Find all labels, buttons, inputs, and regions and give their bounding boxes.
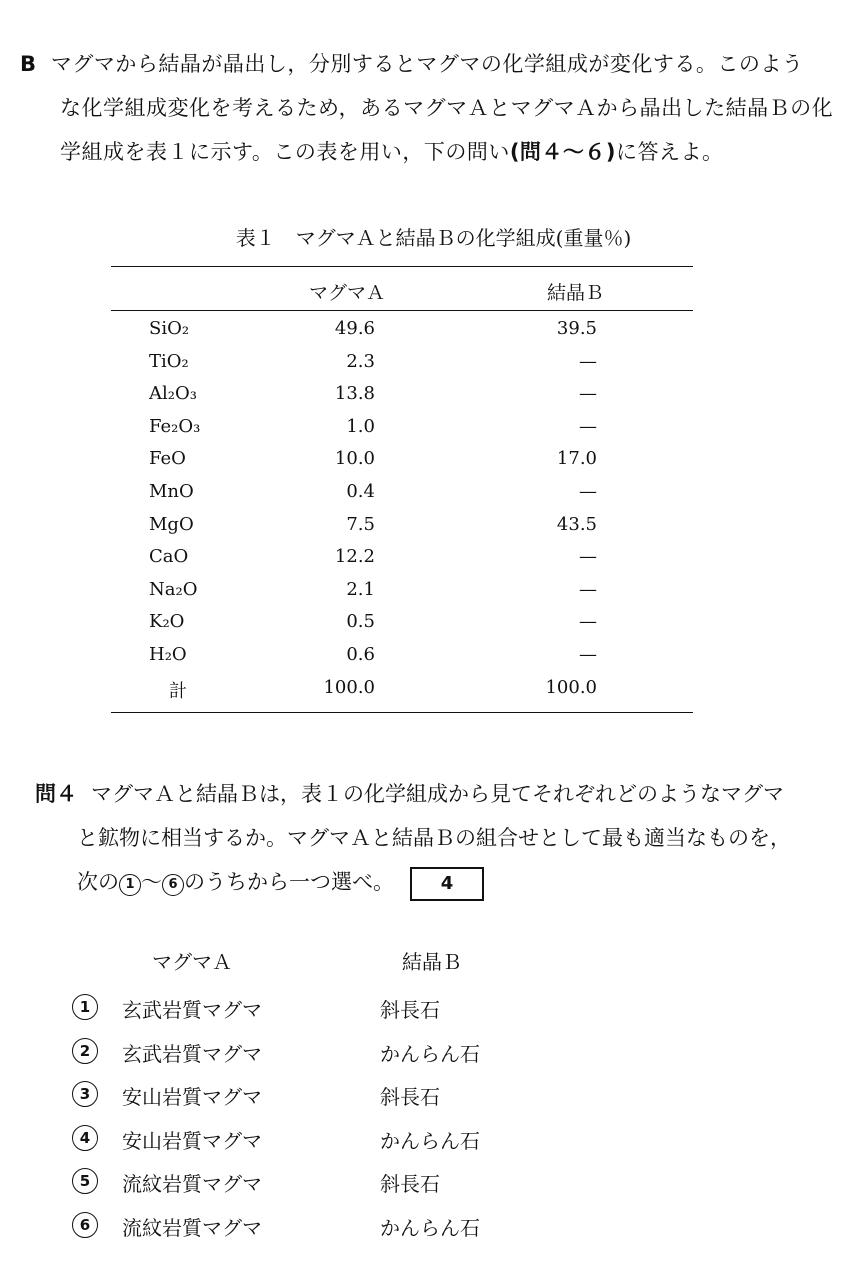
table-row (111, 351, 693, 383)
table-row (111, 514, 693, 546)
choices-header (72, 946, 672, 982)
crystal-b-value: — (579, 546, 597, 568)
table-row (111, 579, 693, 611)
choice-magma: 安山岩質マグマ (122, 1128, 262, 1153)
range-end-circle: 6 (162, 874, 184, 896)
question-4 (35, 772, 835, 904)
table-row (111, 318, 693, 350)
choice-option-4[interactable] (72, 1125, 672, 1165)
choice-magma: 流紋岩質マグマ (122, 1172, 262, 1196)
oxide-name: MnO (149, 481, 194, 502)
question-text-3b: のうちから一つ選べ。 (184, 870, 394, 894)
magma-a-value: 0.4 (346, 481, 375, 502)
magma-a-value: 2.1 (346, 578, 375, 600)
intro-text-3b: に答えよ。 (616, 140, 724, 164)
choice-magma: 流紋岩質マグマ (122, 1215, 262, 1240)
crystal-b-value: — (579, 611, 597, 633)
choice-crystal: 斜長石 (380, 1085, 440, 1109)
crystal-b-value: — (579, 350, 597, 372)
table-row (111, 611, 693, 643)
intro-text-1: マグマから結晶が晶出し，分別するとマグマの化学組成が変化する。このよう (50, 52, 804, 76)
question-line-1 (35, 772, 835, 816)
crystal-b-value: — (579, 578, 597, 600)
choice-crystal: かんらん石 (380, 1041, 480, 1066)
oxide-name: Na₂O (149, 578, 198, 600)
magma-a-value: 1.0 (346, 415, 375, 437)
col-header-magma-a: マグマＡ (309, 282, 386, 304)
oxide-name: K₂O (149, 611, 185, 633)
magma-a-value: 49.6 (334, 318, 375, 339)
table-total-row (111, 677, 693, 709)
magma-a-value: 10.0 (334, 448, 375, 470)
question-line-2: と鉱物に相当するか。マグマＡと結晶Ｂの組合せとして最も適当なものを， (77, 826, 791, 850)
oxide-name: MgO (149, 513, 194, 535)
choice-number-circle: 4 (72, 1125, 98, 1151)
table-row (111, 644, 693, 676)
col-header-crystal-b: 結晶Ｂ (547, 282, 605, 304)
question-text-1: マグマＡと結晶Ｂは，表１の化学組成から見てそれぞれどのようなマグマ (91, 782, 784, 806)
choice-option-3[interactable] (72, 1081, 672, 1121)
table-title: マグマＡと結晶Ｂの化学組成(重量％) (295, 226, 632, 250)
crystal-b-value: — (579, 415, 597, 437)
magma-a-value: 7.5 (346, 513, 375, 535)
crystal-b-value: — (579, 383, 597, 405)
total-label: 計 (169, 680, 187, 702)
choice-number-circle: 3 (72, 1081, 98, 1107)
magma-a-value: 13.8 (334, 383, 375, 405)
oxide-name: SiO₂ (149, 318, 190, 339)
choice-magma: 玄武岩質マグマ (122, 1041, 262, 1066)
crystal-b-value: — (579, 481, 597, 502)
crystal-b-value: — (579, 644, 597, 665)
choice-crystal: かんらん石 (380, 1215, 480, 1240)
table-caption (0, 222, 867, 251)
choice-option-2[interactable] (72, 1038, 672, 1078)
oxide-name: FeO (149, 448, 186, 470)
range-sep: ～ (141, 870, 162, 894)
intro-line-2: な化学組成変化を考えるため，あるマグマＡとマグマＡから晶出した結晶Ｂの化 (60, 96, 834, 120)
table-number: 表１ (235, 226, 276, 250)
oxide-name: Fe₂O₃ (149, 415, 201, 437)
answer-box[interactable]: 4 (410, 867, 484, 901)
crystal-b-value: 43.5 (556, 513, 597, 535)
intro-line-3 (20, 130, 820, 174)
magma-a-value: 2.3 (346, 350, 375, 372)
magma-a-total: 100.0 (323, 676, 375, 698)
crystal-b-value: 39.5 (556, 318, 597, 339)
choice-option-6[interactable] (72, 1212, 672, 1252)
oxide-name: H₂O (149, 644, 187, 665)
question-number: 問４ (35, 782, 77, 806)
choice-magma: 安山岩質マグマ (122, 1085, 262, 1109)
oxide-name: Al₂O₃ (149, 383, 197, 405)
choice-number-circle: 6 (72, 1212, 98, 1238)
section-label: B (20, 52, 37, 76)
crystal-b-value: 17.0 (556, 448, 597, 470)
crystal-b-total: 100.0 (545, 676, 597, 698)
choice-magma: 玄武岩質マグマ (122, 998, 262, 1022)
oxide-name: CaO (149, 546, 189, 568)
table-row (111, 481, 693, 513)
intro-paragraph (20, 42, 834, 174)
magma-a-value: 0.6 (346, 644, 375, 665)
choice-crystal: 斜長石 (380, 998, 440, 1022)
intro-line-1 (20, 42, 820, 86)
choice-option-5[interactable] (72, 1168, 672, 1208)
table-row (111, 383, 693, 415)
range-start-circle: 1 (119, 874, 141, 896)
choice-crystal: 斜長石 (380, 1172, 440, 1196)
table-top-rule (111, 266, 693, 267)
table-row (111, 546, 693, 578)
choice-number-circle: 1 (72, 994, 98, 1020)
question-line-3 (35, 860, 835, 904)
choice-number-circle: 5 (72, 1168, 98, 1194)
intro-text-3: 学組成を表１に示す。この表を用い，下の問い (60, 140, 510, 164)
table-row (111, 416, 693, 448)
choice-option-1[interactable] (72, 994, 672, 1034)
table-row (111, 448, 693, 480)
choices-header-magma: マグマＡ (152, 950, 232, 974)
magma-a-value: 0.5 (346, 611, 375, 633)
choice-crystal: かんらん石 (380, 1128, 480, 1153)
question-text-3: 次の (77, 870, 119, 894)
table-header-rule (111, 310, 693, 311)
oxide-name: TiO₂ (149, 350, 189, 372)
choices-header-crystal: 結晶Ｂ (402, 950, 462, 974)
choice-number-circle: 2 (72, 1038, 98, 1064)
question-ref: (問４～６) (509, 140, 617, 164)
magma-a-value: 12.2 (334, 546, 375, 568)
table-bottom-rule (111, 712, 693, 713)
